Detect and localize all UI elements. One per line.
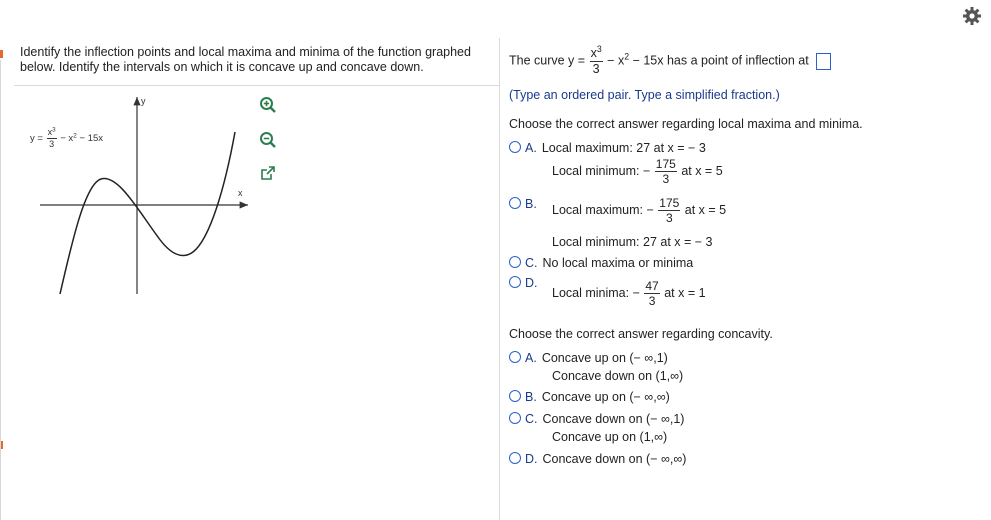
prompt-rule bbox=[14, 85, 499, 86]
radio-button[interactable] bbox=[509, 197, 521, 209]
prompt-line-2: below. Identify the intervals on which it is concave up and concave down. bbox=[20, 60, 424, 74]
extrema-a-fraction bbox=[655, 158, 677, 185]
option-letter: C. bbox=[525, 256, 538, 270]
extrema-d-pre: Local minima: − bbox=[552, 285, 640, 300]
inflection-answer-input[interactable] bbox=[816, 53, 831, 70]
inflection-mid: − x bbox=[607, 53, 625, 68]
inflection-den: 3 bbox=[592, 61, 600, 76]
option-letter: A. bbox=[525, 351, 537, 365]
graph-eq-tail: − 15x bbox=[79, 133, 104, 145]
radio-button[interactable] bbox=[509, 412, 521, 424]
x-axis-label: x bbox=[238, 188, 243, 198]
inflection-mid-exp: 2 bbox=[624, 51, 630, 62]
extrema-d-num: 47 bbox=[645, 279, 659, 293]
radio-button[interactable] bbox=[509, 351, 521, 363]
y-axis-label: y bbox=[141, 96, 146, 106]
graph-eq-mid: − x bbox=[60, 133, 74, 145]
inflection-hint: (Type an ordered pair. Type a simplified fraction.) bbox=[509, 88, 780, 102]
concavity-question-title: Choose the correct answer regarding concavity. bbox=[509, 327, 773, 341]
extrema-option-b[interactable] bbox=[509, 197, 542, 211]
popout-icon[interactable] bbox=[258, 163, 278, 183]
extrema-d-den: 3 bbox=[648, 294, 656, 308]
inflection-pre: The curve y = bbox=[509, 53, 586, 68]
extrema-b-line2: Local minimum: 27 at x = − 3 bbox=[552, 235, 713, 249]
extrema-b-line1-post: at x = 5 bbox=[684, 202, 727, 217]
extrema-option-a[interactable] bbox=[509, 141, 706, 155]
prompt-line-1: Identify the inflection points and local maxima and minima of the function graphed bbox=[20, 45, 471, 59]
option-letter: B. bbox=[525, 390, 537, 404]
inflection-question bbox=[509, 44, 831, 76]
radio-button[interactable] bbox=[509, 390, 521, 402]
radio-button[interactable] bbox=[509, 256, 521, 268]
concavity-a-line2: Concave down on (1,∞) bbox=[552, 369, 684, 383]
option-letter: D. bbox=[525, 276, 538, 290]
concavity-a-line1: Concave up on (− ∞,1) bbox=[541, 351, 668, 365]
extrema-option-d[interactable] bbox=[509, 276, 543, 290]
left-edge-marker bbox=[0, 50, 3, 58]
extrema-d-line bbox=[552, 280, 706, 307]
inflection-fraction bbox=[590, 44, 603, 76]
radio-button[interactable] bbox=[509, 452, 521, 464]
concavity-option-a[interactable] bbox=[509, 351, 668, 365]
extrema-question-title: Choose the correct answer regarding local maxima and minima. bbox=[509, 117, 863, 131]
concavity-option-b[interactable] bbox=[509, 390, 670, 404]
left-rule bbox=[0, 60, 1, 520]
function-curve bbox=[60, 132, 235, 294]
option-letter: B. bbox=[525, 197, 537, 211]
extrema-a-line2-post: at x = 5 bbox=[681, 163, 723, 178]
concavity-d-line1: Concave down on (− ∞,∞) bbox=[542, 452, 687, 466]
extrema-a-num: 175 bbox=[655, 157, 676, 171]
extrema-b-num: 175 bbox=[659, 196, 680, 210]
graph-eq-num-exp: 3 bbox=[52, 126, 56, 134]
extrema-b-line1-pre: Local maximum: − bbox=[552, 202, 654, 217]
concavity-c-line2: Concave up on (1,∞) bbox=[552, 430, 668, 444]
extrema-a-line2 bbox=[552, 158, 723, 185]
extrema-a-line2-pre: Local minimum: − bbox=[552, 163, 651, 178]
question-prompt bbox=[20, 45, 495, 75]
inflection-num: x bbox=[590, 46, 597, 60]
concavity-option-c[interactable] bbox=[509, 412, 684, 426]
extrema-c-text: No local maxima or minima bbox=[542, 256, 694, 270]
radio-button[interactable] bbox=[509, 141, 521, 153]
radio-button[interactable] bbox=[509, 276, 521, 288]
extrema-option-c[interactable] bbox=[509, 256, 693, 270]
graph-equation bbox=[30, 128, 103, 149]
concavity-c-line1: Concave down on (− ∞,1) bbox=[542, 412, 685, 426]
top-bar bbox=[0, 0, 991, 38]
gear-icon[interactable] bbox=[962, 6, 982, 26]
graph-eq-mid-exp: 2 bbox=[73, 132, 77, 140]
graph-eq-num: x bbox=[47, 127, 53, 137]
extrema-d-post: at x = 1 bbox=[664, 285, 706, 300]
function-graph bbox=[30, 92, 260, 297]
zoom-in-icon[interactable] bbox=[258, 95, 278, 115]
extrema-b-fraction bbox=[658, 197, 680, 224]
option-letter: D. bbox=[525, 452, 538, 466]
extrema-b-den: 3 bbox=[665, 211, 673, 225]
option-letter: C. bbox=[525, 412, 538, 426]
zoom-out-icon[interactable] bbox=[258, 130, 278, 150]
extrema-a-den: 3 bbox=[662, 172, 670, 186]
inflection-post: − 15x has a point of inflection at bbox=[632, 53, 809, 68]
panel-divider bbox=[499, 38, 500, 520]
graph-eq-den: 3 bbox=[49, 139, 55, 149]
option-letter: A. bbox=[525, 141, 537, 155]
concavity-option-d[interactable] bbox=[509, 452, 686, 466]
graph-eq-lhs: y = bbox=[30, 133, 43, 145]
extrema-b-line1 bbox=[552, 197, 726, 224]
graph-eq-fraction bbox=[47, 128, 57, 149]
inflection-num-exp: 3 bbox=[596, 44, 602, 55]
extrema-d-fraction bbox=[644, 280, 659, 307]
extrema-a-line1: Local maximum: 27 at x = − 3 bbox=[541, 141, 706, 155]
concavity-b-line1: Concave up on (− ∞,∞) bbox=[541, 390, 670, 404]
